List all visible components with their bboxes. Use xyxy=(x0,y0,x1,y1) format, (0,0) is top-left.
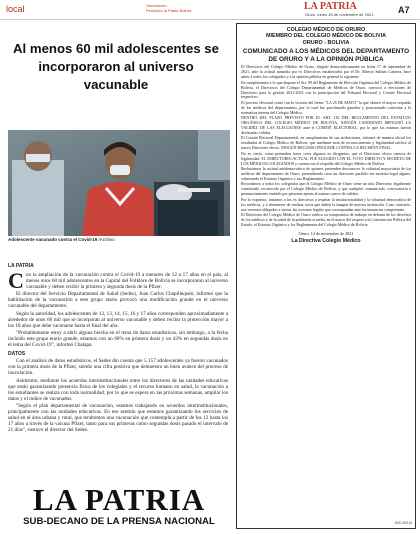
header-tagline-line1: Vacunación xyxy=(146,3,167,8)
comunicado-paragraph: El Directorio del Colegio Médico de Oruro ratifica su compromiso de trabajar en defensa de los derechos de los médicos y de la salud de la población orureña, en el marco del respeto a la Constitución Política del Estado, el Estatuto Orgánico y los Reglamentos del Colegio Médico de Bolivia. xyxy=(241,212,411,227)
article-paragraph: Con el análisis de datos estadísticos, el Sedes dio cuenta que 5 157 adolescentes ya fueron vacunados con la primera dosis de la Pfizer, siendo una cifra positiva que demuestra un buen avance del proceso de inoculación. xyxy=(8,358,228,377)
header-divider xyxy=(0,19,420,20)
ad-subtitle: SUB-DECANO DE LA PRENSA NACIONAL xyxy=(23,516,215,527)
comunicado-signature: La Directiva Colegio Médico xyxy=(291,237,361,244)
comunicado-org-name: COLEGIO MÉDICO DE ORURO xyxy=(286,27,366,33)
photo-caption xyxy=(8,237,115,242)
comunicado-org-member: MIEMBRO DEL COLEGIO MÉDICO DE BOLIVIA xyxy=(266,33,386,40)
drop-cap: C xyxy=(8,268,24,293)
article-subhead: DATOS xyxy=(8,351,26,358)
comunicado-paragraph: Recordamos a todos los colegiados que el Colegio Médico de Oruro tiene un solo Directorio legalmente constituido, reconocido por el Colegio Médico de Bolivia, y que cualquier comunicado, convocatoria o pronunciamiento emitido por personas ajenas al mismo carece de validez. xyxy=(241,181,411,197)
article-photo xyxy=(8,130,230,236)
header-tagline-line2: Periódico la Patria Bolivia xyxy=(146,8,192,13)
comunicado-org xyxy=(241,27,411,46)
article-paragraph xyxy=(8,268,228,293)
section-label: local xyxy=(6,4,25,14)
comunicado-paragraph: El Comité Electoral Departamental, en cumplimiento de sus atribuciones, informó de manera oficial los resultados al Colegio Médico de Bolivia, que mediante nota de reconocimiento y legitimidad ratificó al nuevo Directorio electo. NINGÚN RECURSO PROCEDE CONTRA LA DECISIÓN FINAL. xyxy=(241,135,411,151)
article-paragraph: "Según el plan departamental de vacunación, estamos trabajando en acuerdos interinstitucionales, principalmente con las unidades educativas. En ese sentido que estamos garantizando los servicios de salud en el área urbana y rural, que tendremos una vacunación que contempla a partir de los 12 hasta los 17 años a través de la vacuna Pfizer, tanto para sus primeras como segundas dosis pasado el intervalo de 21 días", sostuvo el director del Sedes. xyxy=(8,402,228,434)
caption-credit: /Archivo xyxy=(98,237,115,242)
photo-illustration xyxy=(8,130,230,236)
comunicado-title: COMUNICADO A LOS MÉDICOS DEL DEPARTAMENTO DE ORURO Y A LA OPINIÓN PÚBLICA xyxy=(242,48,410,63)
page-header xyxy=(0,0,420,20)
header-brand: LA PATRIA xyxy=(304,1,357,12)
ad-title: LA PATRIA xyxy=(32,482,206,517)
article-paragraph: El director del Servicio Departamental de Salud (Sedes), Juan Carlos Chapillequén, informó que la habilitación de la vacunación a este grupo etario provocó una modificación grande en el universo vacunable del departamento. xyxy=(8,291,228,310)
article-headline: Al menos 60 mil adolescentes se incorporaron al universo vacunable xyxy=(13,41,219,92)
article-dateline: LA PATRIA xyxy=(8,263,34,269)
ad-code: 15/11-B0115 xyxy=(394,521,412,525)
article-paragraph: "Probablemente estoy a abrir alguna brecha en el tema de datos estadísticos, sin embargo, a la fecha incluido este grupo etario grande, estamos con un 60% en primera dosis y un 43% en segundas dosis en el tema del Covid-19", informó Chalapa. xyxy=(8,329,228,349)
page-number: A7 xyxy=(398,5,410,15)
comunicado-org-location: ORURO - BOLIVIA xyxy=(302,39,350,46)
header-date: Oruro, lunes 15 de noviembre de 2021 xyxy=(305,12,374,17)
comunicado-sign-date: Oruro, 14 de noviembre de 2021 xyxy=(298,230,354,236)
newspaper-ad xyxy=(8,482,230,530)
caption-text: Adolescente vacunado contra el Covid-19 xyxy=(8,237,98,242)
article-body xyxy=(8,268,228,434)
header-tagline xyxy=(146,3,191,13)
article-paragraph: Según la autoridad, los adolescentes de 12, 13, 14, 15, 16 y 17 años corresponden aproximadamente a alrededor de unos 60 mil que se incorporan al universo vacunable y deben recibir la protección mayor a los 18 años que debe vacunarse hasta el final del año. xyxy=(8,310,228,329)
comunicado-paragraph: El proceso electoral contó con la victoria del frente "LA 25 DE MAYO" la que obtuvo el mayor respaldo de los médicos del departamento, por lo cual fue proclamado ganador y posesionado conforme a la normativa interna del Colegio Médico. xyxy=(241,99,411,115)
comunicado-paragraph: El Directorio del Colegio Médico de Oruro, elegido democráticamente en fecha 17 de septiembre de 2021, ante la actitud asumida por ex Directivos encabezados por el Dr. Alberto Salinas Cabrera, hace saber a todos los colegiados y a la opinión pública en general lo siguiente: xyxy=(241,64,411,80)
comunicado-box xyxy=(236,23,416,529)
comunicado-paragraph: Rechazamos la actitud antidemocrática de quienes pretenden desconocer la voluntad mayoritaria de los médicos del departamento de Oruro, pretendiendo crear un directorio paralelo sin sustento legal alguno, vulnerando el Estatuto Orgánico y sus Reglamentos. xyxy=(241,166,411,181)
paragraph-text: on la ampliación de la vacunación contra el Covid-19 a menores de 12 a 17 años en el país, al menos unos 60 mil adolescentes en la Capital del Folklore de Bolivia se incorporaron al universo vacunable y deben recibir la primera y segunda dosis de la Pfizer. xyxy=(25,272,228,291)
comunicado-paragraph: DENTRO DEL PLAZO PREVISTO POR EL ART. 110 DEL REGLAMENTO DEL ESTATUTO ORGÁNICO DEL COLEGIO MÉDICO DE BOLIVIA, NINGÚN CANDIDATO IMPUGNÓ LA VALIDEZ DE LAS ELECCIONES ante el COMITÉ ELECTORAL, por lo que las mismas fueron declaradas válidas. xyxy=(241,115,411,135)
article-paragraph: Asimismo, mediante los acuerdos interinstitucionales entre los directores de las unidades educativas que están garantizando presencia física de los colegiales y el recurso humano en salud, la vacunación a los estudiantes se realiza con toda normalidad, por lo que se espera en las próximas semanas, ampliar los datos y el índice de vacunados. xyxy=(8,377,228,402)
comunicado-paragraph: En cumplimiento a lo que dispone el Art. 99 del Reglamento de Elección Orgánica del Colegio Médico de Bolivia, el Directorio del Colegio Departamental de Médicos de Oruro, convocó a elecciones de Directorio para la gestión 2021-2023 con la participación del Tribunal Electoral y Comité Electoral respectivo. xyxy=(241,79,411,100)
comunicado-paragraph: No es cierto, como pretenden hacer creer algunos ex dirigentes, que el Directorio electo carezca de legitimidad. EL DIRECTORIO ACTUAL FUE ELEGIDO CON EL VOTO DIRECTO Y SECRETO DE LOS MÉDICOS COLEGIADOS y cuenta con el respaldo del Colegio Médico de Bolivia. xyxy=(241,150,411,166)
comunicado-paragraph: Por lo expuesto, instamos a los ex directivos a respetar la institucionalidad y la voluntad democrática de los médicos, y a abstenerse de realizar actos que dañen la imagen de nuestra institución. Caso contrario, nos veremos obligados a iniciar las acciones legales que correspondan ante las instancias competentes. xyxy=(241,196,411,212)
comunicado-body xyxy=(241,65,411,227)
